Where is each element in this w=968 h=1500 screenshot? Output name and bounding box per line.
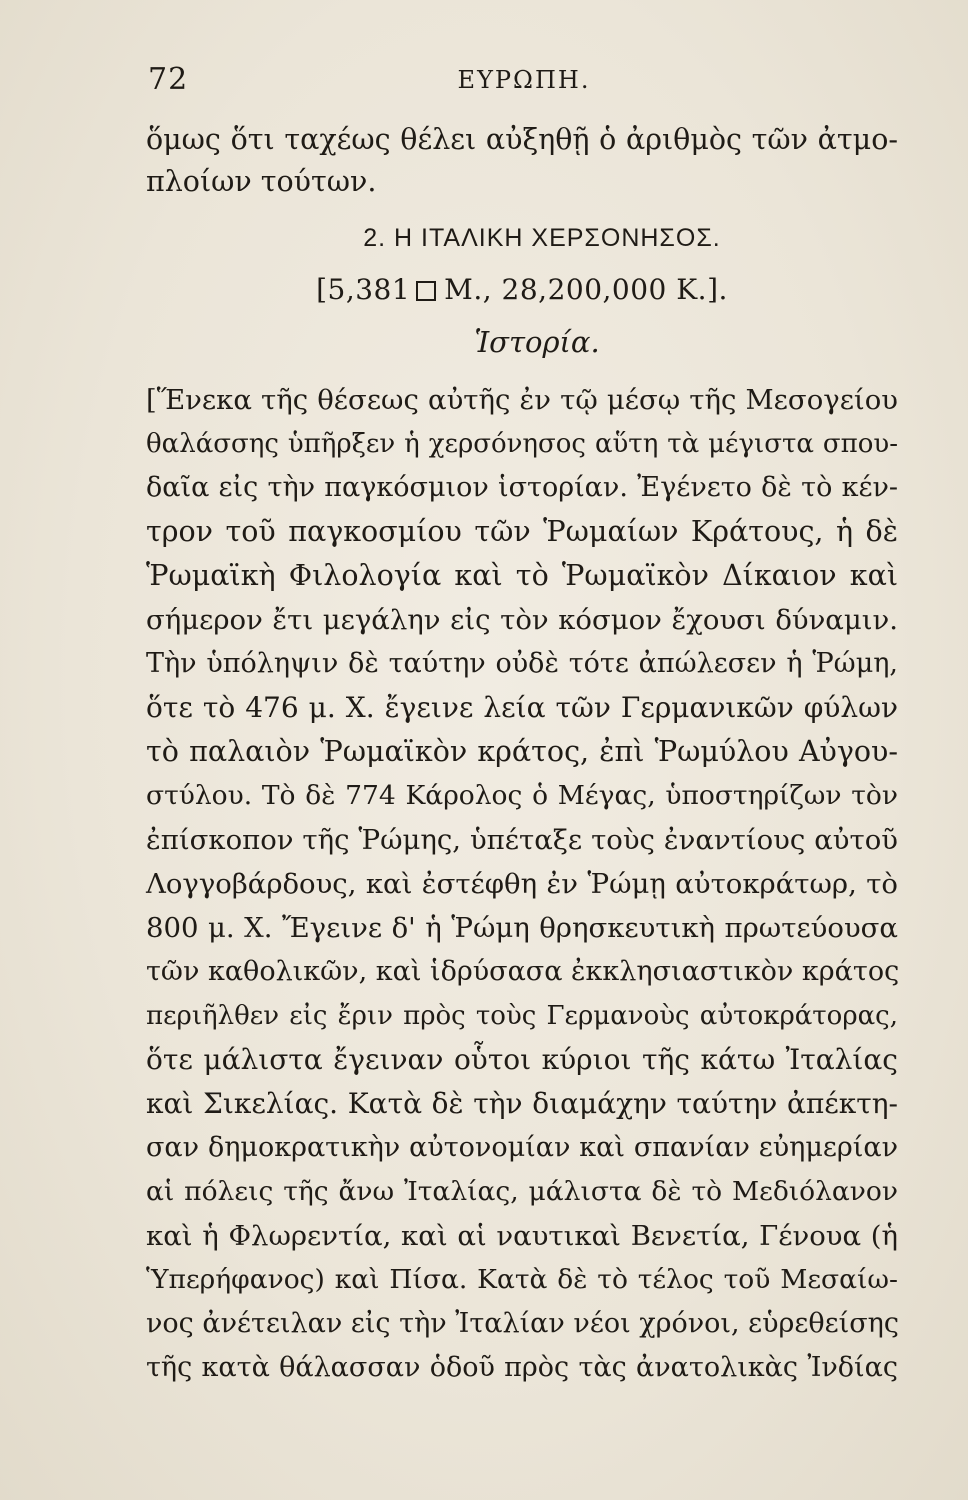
section-stats	[146, 270, 898, 310]
stats-population: M., 28,200,000 K.].	[444, 273, 728, 306]
stats-area: [5,381	[316, 273, 411, 306]
intro-line: πλοίων τούτων.	[146, 165, 377, 198]
body-line: ὅτε τὸ 476 μ. Χ. ἔγεινε λεία τῶν Γερμανικῶν φύλων	[146, 691, 898, 724]
body-line: σήμερον ἔτι μεγάλην εἰς τὸν κόσμον ἔχουσι δύναμιν.	[146, 604, 898, 636]
body-line: τρον τοῦ παγκοσμίου τῶν Ῥωμαίων Κράτους, ἡ δὲ	[146, 515, 898, 548]
body-line: σαν δημοκρατικὴν αὐτονομίαν καὶ σπανίαν εὐημερίαν	[146, 1132, 898, 1163]
square-mile-icon	[416, 281, 436, 301]
body-line: ὅτε μάλιστα ἔγειναν οὗτοι κύριοι τῆς κάτω Ἰταλίας	[146, 1043, 898, 1076]
intro-line: ὅμως ὅτι ταχέως θέλει αὐξηθῇ ὁ ἀριθμὸς τῶν ἀτμο-	[146, 123, 898, 156]
page-number: 72	[148, 62, 189, 97]
body-line: δαῖα εἰς τὴν παγκόσμιον ἱστορίαν. Ἐγένετο δὲ τὸ κέν-	[146, 472, 898, 503]
body-line: αἱ πόλεις τῆς ἄνω Ἰταλίας, μάλιστα δὲ τὸ Μεδιόλανον	[146, 1176, 898, 1207]
body-line: Τὴν ὑπόληψιν δὲ ταύτην οὐδὲ τότε ἀπώλεσεν ἡ Ῥώμη,	[146, 648, 898, 679]
body-line: [Ἕνεκα τῆς θέσεως αὐτῆς ἐν τῷ μέσῳ τῆς Μεσογείου	[146, 384, 898, 416]
body-line: Ὑπερήφανος) καὶ Πίσα. Κατὰ δὲ τὸ τέλος τοῦ Μεσαίω-	[146, 1264, 898, 1295]
body-line: Λογγοβάρδους, καὶ ἐστέφθη ἐν Ῥώμῃ αὐτοκράτωρ, τὸ	[146, 868, 898, 900]
body-line: τῆς κατὰ θάλασσαν ὁδοῦ πρὸς τὰς ἀνατολικὰς Ἰνδίας	[146, 1352, 898, 1383]
page-header	[148, 62, 900, 98]
body-line: τῶν καθολικῶν, καὶ ἱδρύσασα ἐκκλησιαστικὸν κράτος	[146, 956, 900, 987]
subheading-history: Ἱστορία.	[474, 325, 600, 359]
body-line: καὶ Σικελίας. Κατὰ δὲ τὴν διαμάχην ταύτην ἀπέκτη-	[146, 1087, 898, 1120]
body-line: 800 μ. Χ. Ἔγεινε δ' ἡ Ῥώμη θρησκευτικὴ πρωτεύουσα	[146, 912, 898, 944]
body-line: νος ἀνέτειλαν εἰς τὴν Ἰταλίαν νέοι χρόνοι, εὑρεθείσης	[146, 1308, 899, 1339]
body-line: θαλάσσης ὑπῆρξεν ἡ χερσόνησος αὕτη τὰ μέγιστα σπου-	[146, 429, 898, 459]
body-line: καὶ ἡ Φλωρεντία, καὶ αἱ ναυτικαὶ Βενετία, Γένουα (ἡ	[146, 1220, 898, 1252]
running-title: ΕΥΡΩΠΗ.	[457, 66, 591, 94]
body-line: περιῆλθεν εἰς ἔριν πρὸς τοὺς Γερμανοὺς αὐτοκράτορας,	[146, 1001, 898, 1031]
body-line: τὸ παλαιὸν Ῥωμαϊκὸν κράτος, ἐπὶ Ῥωμύλου Αὐγου-	[146, 735, 898, 768]
body-line: ἐπίσκοπον τῆς Ῥώμης, ὑπέταξε τοὺς ἐναντίους αὐτοῦ	[146, 824, 898, 856]
section-heading: 2. Η ΙΤΑΛΙΚΗ ΧΕΡΣΟΝΗΣΟΣ.	[363, 224, 721, 252]
body-line: στύλου. Τὸ δὲ 774 Κάρολος ὁ Μέγας, ὑποστηρίζων τὸν	[146, 780, 898, 811]
body-line: Ῥωμαϊκὴ Φιλολογία καὶ τὸ Ῥωμαϊκὸν Δίκαιον καὶ	[146, 559, 898, 592]
